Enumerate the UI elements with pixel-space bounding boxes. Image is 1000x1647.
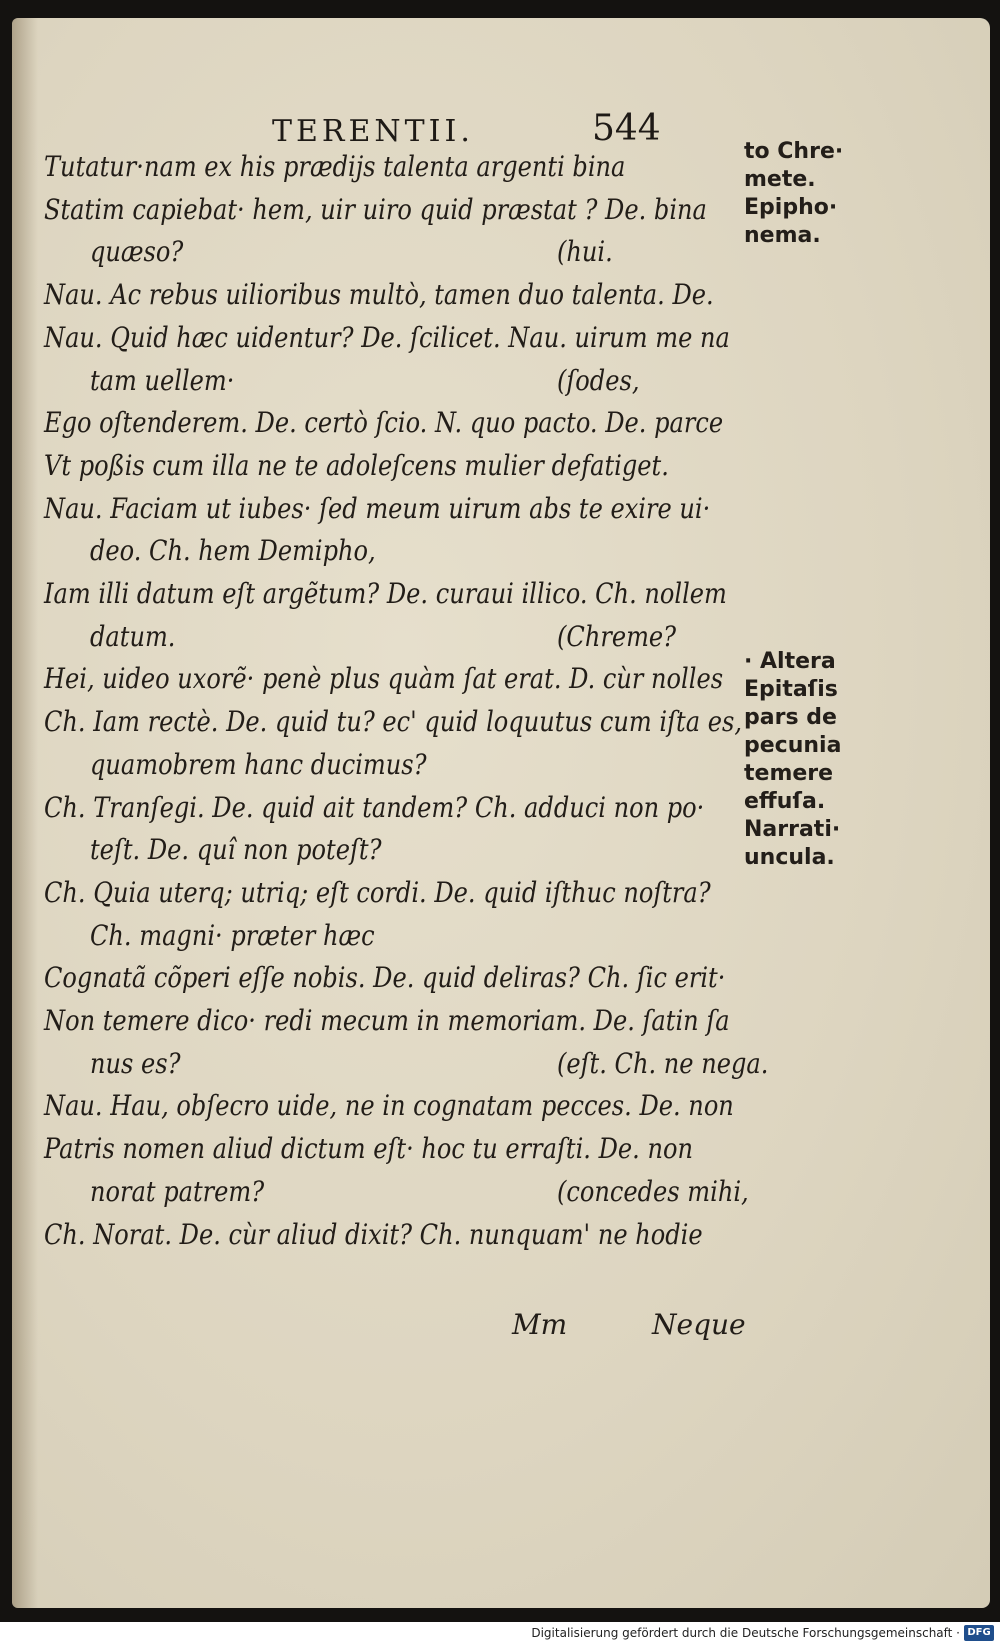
text-line [90,235,183,268]
line-turnover: (Chreme? [557,619,677,653]
text-line [44,406,723,439]
signature-mark: Mm [512,1308,568,1341]
line-text: Patris nomen aliud dictum eſt· hoc tu erraſti. De. non [44,1132,693,1166]
line-text: Ch. Norat. De. cùr aliud dixit? Ch. nunquam' ne hodie [44,1217,703,1251]
running-head: TERENTII. [272,114,474,149]
margin-note-line: pars de [744,705,837,730]
text-line [44,278,714,311]
margin-note-line: temere [744,761,834,786]
line-turnover: (ſodes, [557,363,640,397]
line-text: Nau. Hau, obſecro uide, ne in cognatam pecces. De. non [44,1089,734,1123]
line-text: teſt. De. quî non poteſt? [90,833,382,867]
text-line [90,620,175,653]
margin-note-line: Epitaſis [744,677,838,702]
text-line [90,1175,264,1208]
line-text: Ego oſtenderem. De. certò ſcio. N. quo pacto. De. parce [44,406,724,440]
line-text: Non temere dico· redi mecum in memoriam. De. ſatin ſa [44,1004,730,1037]
text-line [90,1047,181,1080]
text-line [44,662,723,695]
margin-note-line: effuſa. [744,789,826,814]
text-line [44,705,742,738]
text-line [44,1004,730,1037]
line-text: Statim capiebat· hem, uir uiro quid præstat ? De. bina [44,192,707,226]
text-line [44,876,711,909]
text-line [44,193,707,226]
line-text: datum. [90,619,176,653]
line-text: Ch. magni· præter hæc [90,918,375,952]
line-turnover: (eſt. Ch. ne nega. [557,1046,769,1080]
margin-note-line: Epipho· [744,195,838,220]
line-text: quamobrem hanc ducimus? [90,747,427,781]
margin-note-line: nema. [744,223,821,248]
margin-note-line: pecunia [744,733,842,758]
line-text: Nau. Ac rebus uilioribus multò, tamen duo talenta. De. [44,278,714,312]
text-line [44,1132,693,1165]
margin-note [744,648,841,872]
margin-note-line: to Chre· [744,139,844,164]
text-line [90,748,427,781]
line-text: Ch. Iam rectè. De. quid tu? ec' quid loquutus cum iſta es, [44,705,742,739]
line-turnover: (concedes mihi, [557,1174,749,1208]
line-text: Vt poßis cum illa ne te adoleſcens mulier defatiget. [44,448,669,482]
margin-note-line: mete. [744,167,816,192]
text-line [90,364,234,397]
line-text: Tutatur·nam ex his prædijs talenta argenti bina [44,150,626,183]
line-text: quæso? [90,235,184,269]
footer [0,1622,1000,1647]
line-text: norat patrem? [90,1174,265,1208]
line-text: Iam illi datum eſt argẽtum? De. curaui illico. Ch. nollem [44,577,727,610]
line-text: Ch. Quia uterq; utriq; eſt cordi. De. quid iſthuc noſtra? [44,875,711,909]
text-line [90,919,375,952]
text-line [44,791,704,824]
text-line [44,1218,703,1251]
book-page [12,18,990,1608]
margin-note-line: · Altera [744,649,836,674]
margin-note-line: uncula. [744,845,835,870]
text-line [90,833,381,866]
catchword-line [12,1308,792,1348]
text-line [44,1089,734,1122]
line-text: nus es? [90,1046,181,1080]
text-line [44,961,725,994]
line-text: Nau. Quid hæc uidentur? De. ſcilicet. Nau. uirum me na [44,320,730,354]
text-line [44,492,710,525]
line-text: tam uellem· [90,363,235,397]
line-text: Hei, uideo uxorẽ· penè plus quàm ſat erat. D. cùr nolles [44,662,724,696]
text-line [44,449,669,482]
dfg-logo: DFG [964,1625,994,1641]
text-line [90,534,376,567]
page-number: 544 [592,108,661,149]
margin-note [744,138,843,250]
text-line [44,321,730,354]
text-line [44,150,625,183]
footer-credit: Digitalisierung gefördert durch die Deutsche Forschungsgemeinschaft · [531,1626,960,1640]
text-line [44,577,727,610]
catchword: Neque [652,1308,746,1341]
line-text: deo. Ch. hem Demipho, [90,534,376,568]
margin-note-line: Narrati· [744,817,841,842]
line-text: Nau. Faciam ut iubes· ſed meum uirum abs te exire ui· [44,491,711,525]
line-text: Cognatã cõperi eſſe nobis. De. quid deliras? Ch. ſic erit· [44,961,726,995]
line-turnover: (hui. [557,235,613,269]
line-text: Ch. Tranſegi. De. quid ait tandem? Ch. adduci non po· [44,790,705,824]
